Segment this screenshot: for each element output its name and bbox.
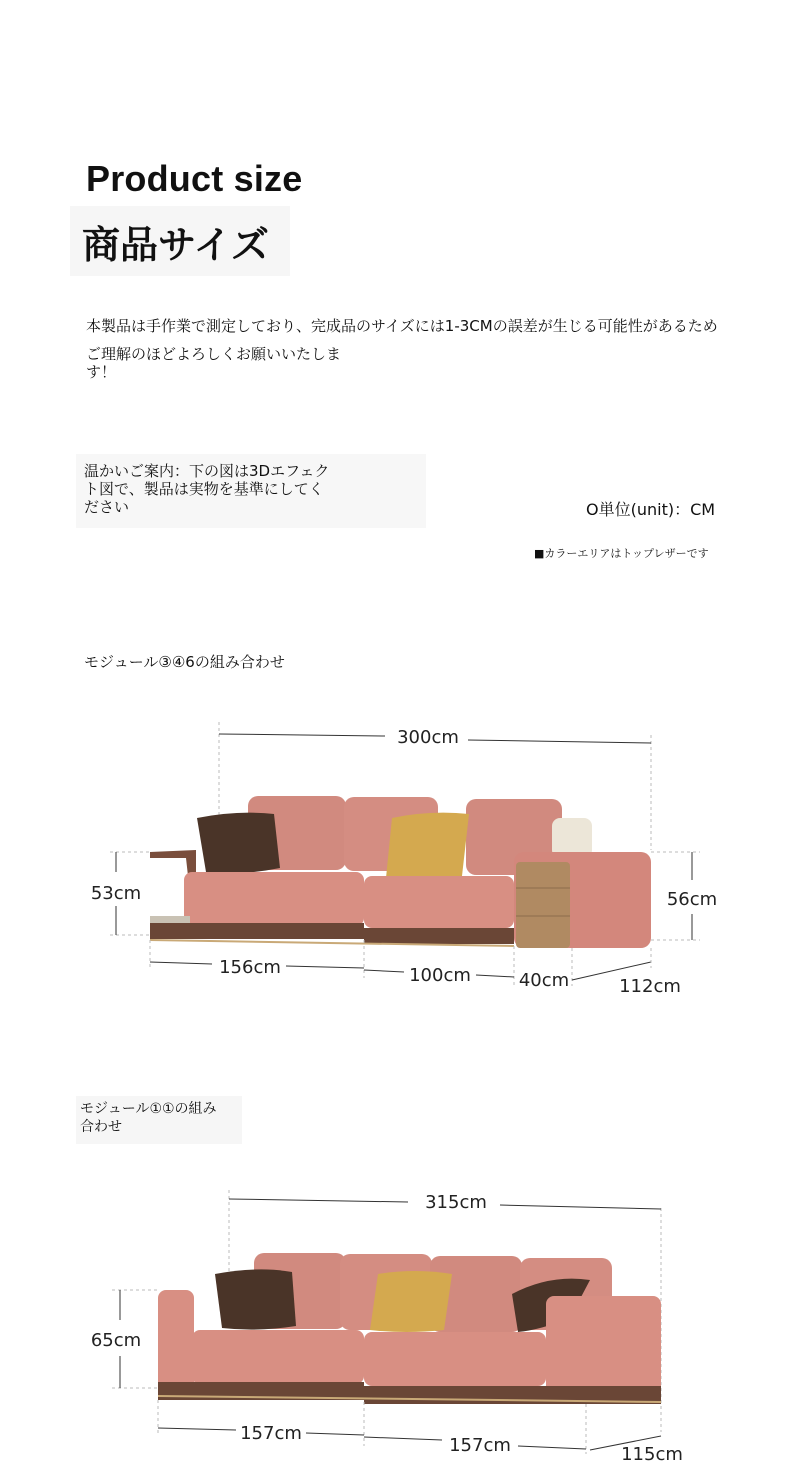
apology-note: ご理解のほどよろしくお願いいたします！ [86,345,342,381]
module-b-width: 315cm [425,1192,487,1213]
module-a-height-right: 56cm [666,889,718,910]
seat-left [184,872,364,926]
left-arm-b [158,1290,194,1394]
pillow-gold-b [370,1271,452,1332]
leather-note: ■カラーエリアはトップレザーです [534,547,709,560]
unit-label: O単位(unit)：CM [586,500,716,519]
module-a-depth: 112cm [619,976,681,997]
base-left [150,923,364,939]
module-a-figure [0,700,790,1020]
measurement-note: 本製品は手作業で測定しており、完成品のサイズには1-3CMの誤差が生じる可能性があるため [86,317,718,335]
pillow-dark [197,813,280,874]
module-a-height-left: 53cm [90,883,142,904]
module-b-seg2: 157cm [449,1435,511,1456]
seat-b-left [192,1330,364,1384]
seat-b-right [364,1332,546,1386]
page-title-en: Product size [86,158,303,199]
module-a-seg1: 156cm [219,957,281,978]
module-b-depth: 115cm [621,1444,683,1465]
seat-mid [364,876,514,928]
tip-note: 温かいご案内：下の図は3Dエフェクト図で、製品は実物を基準にしてください [84,462,330,516]
pillow-gold [386,813,469,879]
module-b-label: モジュール①①の組み合わせ [80,1101,217,1135]
module-a-seg3: 40cm [518,970,570,991]
base-mid [364,928,514,944]
page-title-jp: 商品サイズ [82,223,269,267]
module-a-seg2: 100cm [409,965,471,986]
left-tray [150,850,196,876]
books [150,916,190,924]
module-a-label: モジュール③④6の組み合わせ [84,653,285,671]
pillow-dark-b1 [215,1269,296,1329]
right-arm-b [546,1296,661,1400]
module-a-width: 300cm [397,727,459,748]
module-b-height: 65cm [90,1330,142,1351]
module-b-figure [0,1170,790,1480]
wood-drawers [516,862,570,948]
module-b-seg1: 157cm [240,1423,302,1444]
